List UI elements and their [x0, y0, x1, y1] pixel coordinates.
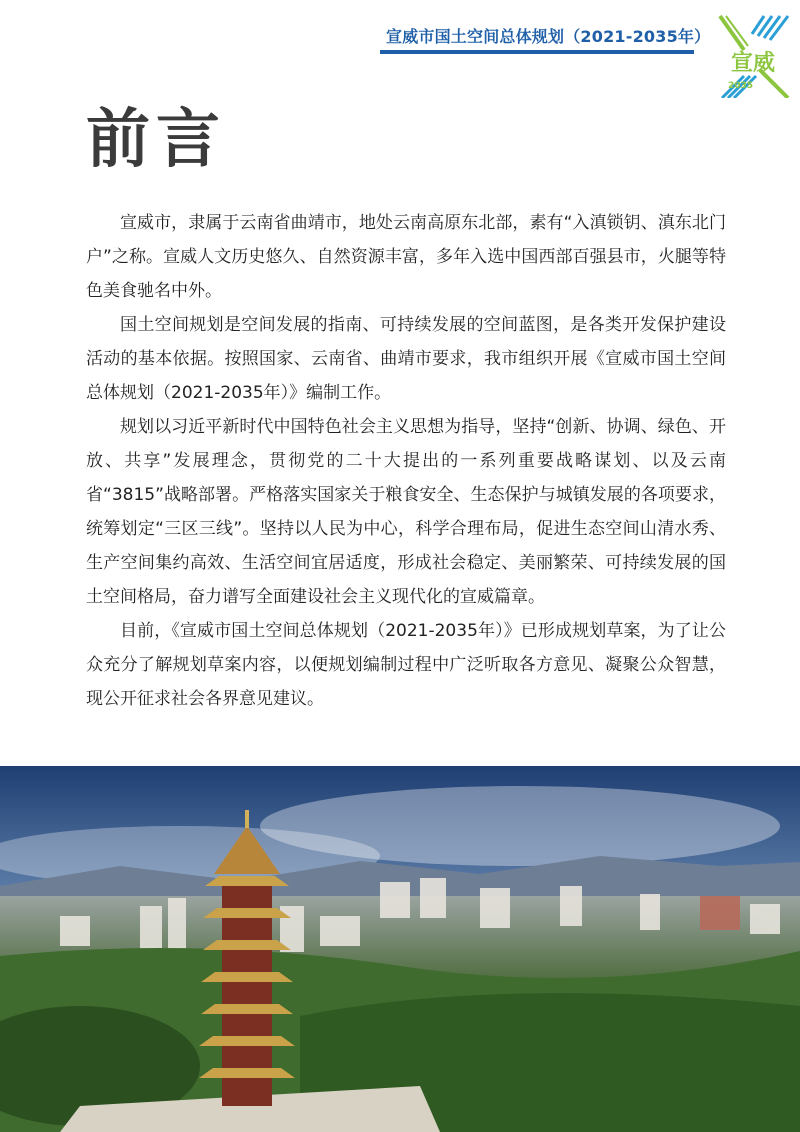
body-text — [86, 206, 726, 716]
logo-year: 2035 — [728, 81, 754, 91]
header-title: 宣威市国土空间总体规划（2021-2035年） — [386, 27, 711, 46]
paragraph-guiding-principles: 规划以习近平新时代中国特色社会主义思想为指导，坚持“创新、协调、绿色、开放、共享”发展理念，贯彻党的二十大提出的一系列重要战略谋划、以及云南省“3815”战略部署。严格落实国家关于粮食安全、生态保护与城镇发展的各项要求，统筹划定“三区三线”。坚持以人民为中心，科学合理布局，促进生态空间山清水秀、生产空间集约高效、生活空间宜居适度，形成社会稳定、美丽繁荣、可持续发展的国土空间格局，奋力谱写全面建设社会主义现代化的宣威篇章。 — [86, 417, 726, 607]
xuanwei-2035-logo — [714, 14, 792, 98]
city-pagoda-photo — [0, 766, 800, 1132]
page-title: 前言 — [86, 103, 226, 177]
paragraph-intro: 宣威市，隶属于云南省曲靖市，地处云南高原东北部，素有“入滇锁钥、滇东北门户”之称。宣威人文历史悠久、自然资源丰富，多年入选中国西部百强县市，火腿等特色美食驰名中外。 — [86, 213, 726, 301]
paragraph-public-consultation: 目前，《宣威市国土空间总体规划（2021-2035年）》已形成规划草案，为了让公众充分了解规划草案内容，以便规划编制过程中广泛听取各方意见、凝聚公众智慧，现公开征求社会各界意见建议。 — [86, 621, 726, 709]
paragraph-planning-basis: 国土空间规划是空间发展的指南、可持续发展的空间蓝图，是各类开发保护建设活动的基本依据。按照国家、云南省、曲靖市要求，我市组织开展《宣威市国土空间总体规划（2021-2035年）》编制工作。 — [86, 315, 726, 403]
logo-text: 宣威 — [730, 51, 776, 76]
header-rule — [380, 50, 694, 54]
